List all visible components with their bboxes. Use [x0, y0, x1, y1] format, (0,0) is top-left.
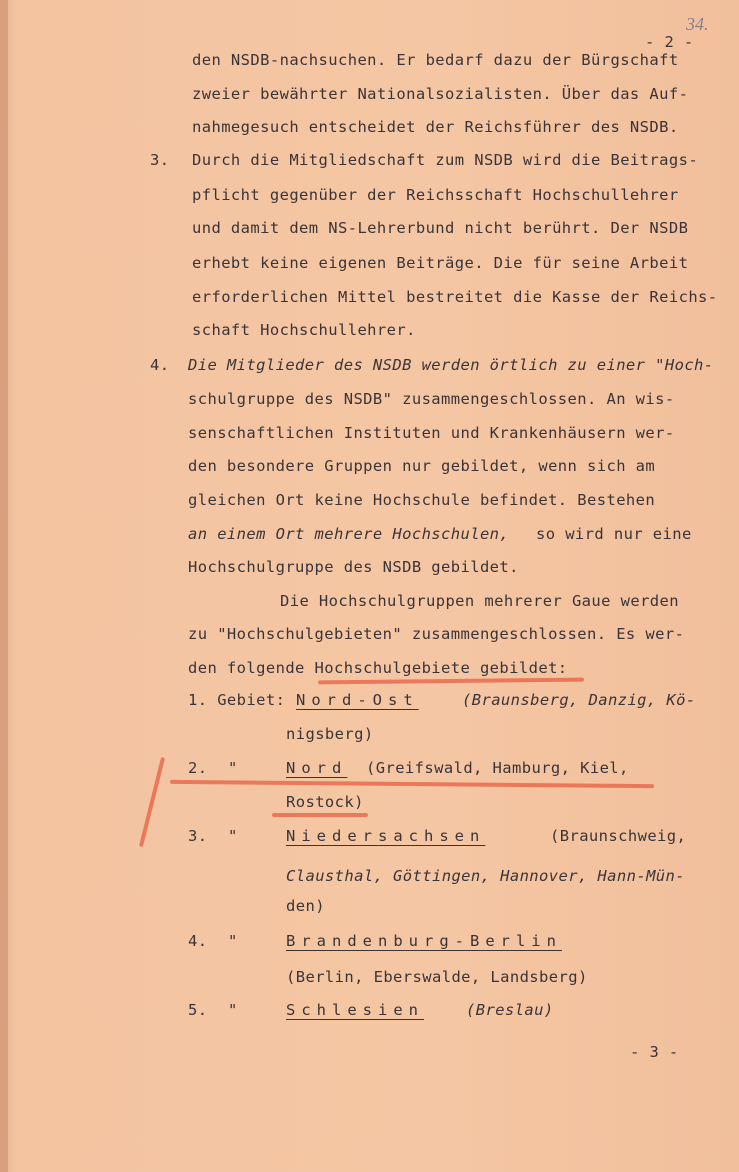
text-line: gleichen Ort keine Hochschule befindet. Bestehen — [188, 491, 656, 509]
text-line: erhebt keine eigenen Beiträge. Die für seine Arbeit — [192, 254, 689, 272]
text-line: an einem Ort mehrere Hochschulen, — [188, 525, 510, 543]
region-cities: (Greifswald, Hamburg, Kiel, — [366, 759, 629, 777]
ditto-mark: " — [228, 1001, 238, 1019]
text-line: Die Hochschulgruppen mehrerer Gaue werden — [280, 592, 680, 610]
text-line: senschaftlichen Instituten und Krankenhäusern wer- — [188, 424, 675, 442]
text-line: Die Mitglieder des NSDB werden örtlich zu einer "Hoch- — [188, 356, 714, 374]
text-line: zweier bewährter Nationalsozialisten. Über das Auf- — [192, 85, 689, 103]
text-line: nahmegesuch entscheidet der Reichsführer des NSDB. — [192, 118, 679, 136]
page-mark: - 2 - — [645, 33, 694, 51]
text-line: den NSDB-nachsuchen. Er bedarf dazu der Bürgschaft — [192, 51, 679, 69]
red-margin-mark — [139, 757, 165, 847]
text-line: den besondere Gruppen nur gebildet, wenn sich am — [188, 457, 656, 475]
region-cities-cont: nigsberg) — [286, 725, 374, 743]
region-cities-cont: Rostock) — [286, 793, 364, 811]
region-cities-cont: (Berlin, Eberswalde, Landsberg) — [286, 968, 588, 986]
red-strike-mark — [170, 780, 654, 788]
region-name: Nord — [286, 759, 348, 777]
ditto-mark: " — [228, 759, 238, 777]
item-number: 3. — [150, 151, 170, 169]
text-line: den folgende Hochschulgebiete gebildet: — [188, 659, 568, 677]
red-underline-mark — [318, 678, 584, 685]
ditto-mark: " — [228, 827, 238, 845]
text-line: Hochschulgruppe des NSDB gebildet. — [188, 558, 519, 576]
region-cities-cont: Clausthal, Göttingen, Hannover, Hann-Mün- — [286, 867, 686, 885]
region-cities: (Braunsberg, Danzig, Kö- — [462, 691, 696, 709]
folio-number: 34. — [686, 14, 709, 34]
region-number: 2. — [188, 759, 208, 777]
text-line: zu "Hochschulgebieten" zusammengeschlossen. Es wer- — [188, 625, 685, 643]
text-line: so wird nur eine — [536, 525, 692, 543]
region-number: 3. — [188, 827, 208, 845]
paper-edge — [0, 0, 8, 1172]
text-line: schaft Hochschullehrer. — [192, 321, 416, 339]
red-underline-mark — [272, 813, 368, 817]
next-page-mark: - 3 - — [630, 1043, 679, 1061]
item-number: 4. — [150, 356, 170, 374]
region-cities: (Braunschweig, — [550, 827, 687, 845]
region-name: Brandenburg-Berlin — [286, 932, 562, 950]
region-name: Niedersachsen — [286, 827, 486, 845]
text-line: erforderlichen Mittel bestreitet die Kasse der Reichs- — [192, 288, 718, 306]
region-cities-cont: den) — [286, 897, 325, 915]
region-cities: (Breslau) — [466, 1001, 554, 1019]
text-line: und damit dem NS-Lehrerbund nicht berührt. Der NSDB — [192, 219, 689, 237]
region-number: 5. — [188, 1001, 208, 1019]
region-name: Schlesien — [286, 1001, 424, 1019]
text-line: Durch die Mitgliedschaft zum NSDB wird die Beitrags- — [192, 151, 699, 169]
region-number: 4. — [188, 932, 208, 950]
region-name: Nord-Ost — [296, 691, 419, 709]
ditto-mark: " — [228, 932, 238, 950]
text-line: schulgruppe des NSDB" zusammengeschlossen. An wis- — [188, 390, 675, 408]
region-number: 1. Gebiet: — [188, 691, 286, 709]
text-line: pflicht gegenüber der Reichsschaft Hochschullehrer — [192, 186, 679, 204]
